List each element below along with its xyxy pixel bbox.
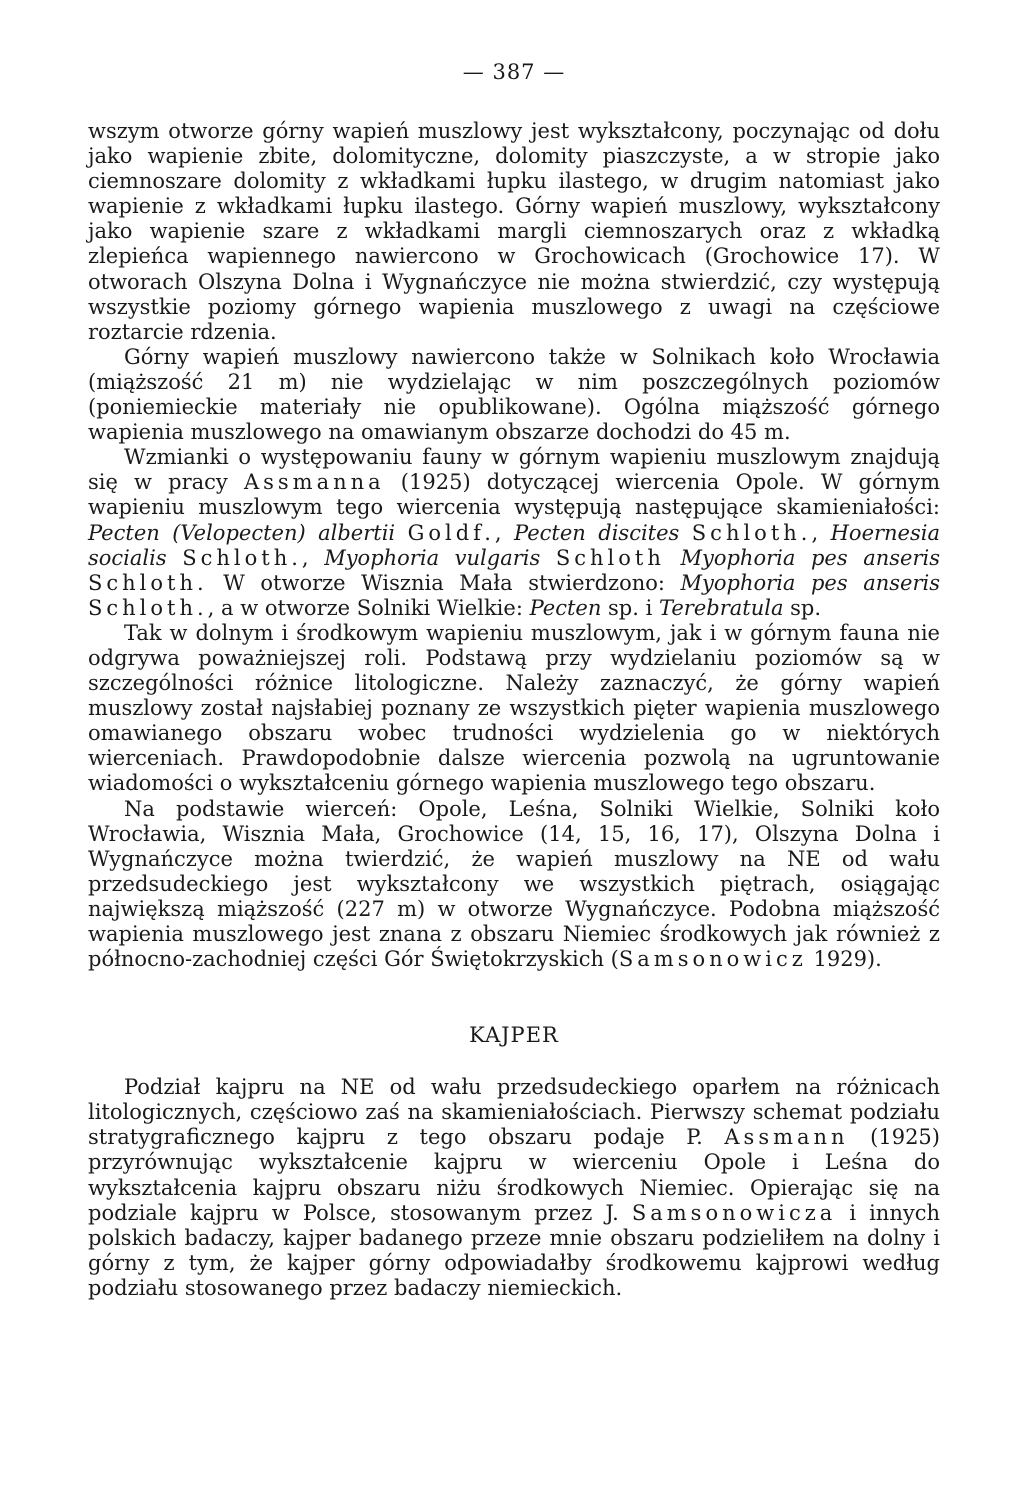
text-run: i innych polskich badaczy, kajper badanego przeze mnie obszaru podzieliłem na dolny i górny z tym, że kajper górny odpowiadałby środkowemu kajprowi według podziału stosowanego przez badaczy niemieckich. xyxy=(88,1200,941,1300)
document-page xyxy=(88,60,940,1301)
text-run: sp. i xyxy=(601,595,659,620)
text-run: , xyxy=(811,520,831,545)
text-run xyxy=(679,521,691,545)
paragraph xyxy=(88,621,940,797)
paragraph xyxy=(88,445,940,621)
paragraph xyxy=(88,119,940,345)
text-run xyxy=(395,521,407,545)
section-title: KAJPER xyxy=(469,1023,559,1048)
text-run xyxy=(540,546,556,570)
italic-text: Pecten (Velopecten) albertii xyxy=(88,520,396,545)
spaced-author-name: Assmanna xyxy=(243,470,385,495)
paragraph xyxy=(88,345,940,445)
text-run xyxy=(665,546,681,570)
text-run: Górny wapień muszlowy nawiercono także w Solnikach koło Wrocławia (miąższość 21 m) nie wydzielając w nim poszczególnych poziomów (poniemieckie materiały nie opublikowane). Ogólna miąższość górnego wapienia muszlowego na omawianym obszarze dochodzi do 45 m. xyxy=(88,344,940,445)
page-number: — 387 — xyxy=(462,60,566,84)
text-run: wszym otworze górny wapień muszlowy jest wykształcony, poczynając od dołu jako wapienie zbite, dolomityczne, dolomity piaszczyste, a w stropie jako ciemnoszare dolomity z wkładkami łupku ilastego, w drugim natomiast jako wapienie z wkładkami łupku ilastego. Górny wapień muszlowy, wykształcony jako wapienie szare z wkładkami margli ciemnoszarych oraz z wkładką zlepieńca wapiennego nawiercono w Grochowicach (Grochowice 17). W otworach Olszyna Dolna i Wygnańczyce nie można stwierdzić, czy występują wszystkie poziomy górnego wapienia muszlowego z uwagi na częściowe roztarcie rdzenia. xyxy=(88,119,940,344)
text-run: Na podstawie wierceń: Opole, Leśna, Solniki Wielkie, Solniki koło Wrocławia, Wisznia Mała, Grochowice (14, 15, 16, 17), Olszyna Dolna i Wygnańczyce można twierdzić, że wapień muszlowy na NE od wału przedsudeckiego jest wykształcony we wszystkich piętrach, osiągając największą miąższość (227 m) w otworze Wygnańczyce. Podobna miąższość wapienia muszlowego jest znana z obszaru Niemiec środkowych jak również z północno-zachodniej części Gór Świętokrzyskich ( xyxy=(88,796,940,972)
text-run: sp. xyxy=(783,595,822,620)
spaced-author-name: Assmann xyxy=(724,1125,849,1150)
italic-text: Myophoria pes anseris xyxy=(680,570,940,595)
text-run: Tak w dolnym i środkowym wapieniu muszlowym, jak i w górnym fauna nie odgrywa poważniejszej roli. Podstawą przy wydzielaniu poziomów są w szczególności różnice litologiczne. Należy zaznaczyć, że górny wapień muszlowy został najsłabiej poznany ze wszystkich pięter wapienia muszlowego omawianego obszaru wobec trudności wydzielenia go w niektórych wierceniach. Prawdopodobnie dalsze wiercenia pozwolą na ugruntowanie wiadomości o wykształceniu górnego wapienia muszlowego tego obszaru. xyxy=(88,620,940,796)
spaced-author-name: Schloth. xyxy=(88,595,208,620)
text-run: (1925) przyrównując wykształcenie kajpru w wierceniu Opole i Leśna do wykształcenia kajpru obszaru niżu środkowych Niemiec. Opierając się na podziale kajpru w Polsce, stosowanym przez J. xyxy=(88,1125,940,1225)
text-run: Podział kajpru na NE od wału przedsudeckiego oparłem na różnicach litologicznych, częściowo zaś na skamieniałościach. Pierwszy schemat podziału stratygraficznego kajpru z tego obszaru podaje P. xyxy=(88,1075,940,1150)
text-run: (1925) dotyczącej wiercenia Opole. W górnym wapieniu muszlowym tego wiercenia występują następujące skamieniałości: xyxy=(88,470,940,520)
italic-text: Pecten xyxy=(529,595,602,620)
spaced-author-name: Samsonowicz xyxy=(618,947,807,972)
text-run: W otworze Wisznia Mała stwierdzono: xyxy=(207,570,681,595)
text-run: , xyxy=(494,520,515,545)
spaced-author-name: Schloth. xyxy=(691,520,812,545)
text-run xyxy=(167,546,183,570)
text-run: Wzmianki o występowaniu fauny w górnym wapieniu muszlowym znajdują się w pracy xyxy=(88,445,940,495)
italic-text: Myophoria vulgaris xyxy=(324,545,541,570)
spaced-author-name: Schloth xyxy=(555,545,665,570)
italic-text: Terebratula xyxy=(659,595,784,620)
section-text xyxy=(88,1075,940,1301)
text-run: 1929). xyxy=(806,947,882,972)
paragraph xyxy=(88,797,940,973)
italic-text: Hoernesia socialis xyxy=(88,520,940,570)
paragraph xyxy=(88,1075,940,1301)
italic-text: Myophoria pes anseris xyxy=(680,545,940,570)
italic-text: Pecten discites xyxy=(514,520,680,545)
text-run: , xyxy=(301,545,325,570)
spaced-author-name: Goldf. xyxy=(407,520,495,545)
spaced-author-name: Samsonowicza xyxy=(631,1200,837,1225)
body-text xyxy=(88,119,940,972)
text-run: , a w otworze Solniki Wielkie: xyxy=(207,595,530,620)
spaced-author-name: Schloth. xyxy=(88,570,208,595)
spaced-author-name: Schloth. xyxy=(182,545,302,570)
